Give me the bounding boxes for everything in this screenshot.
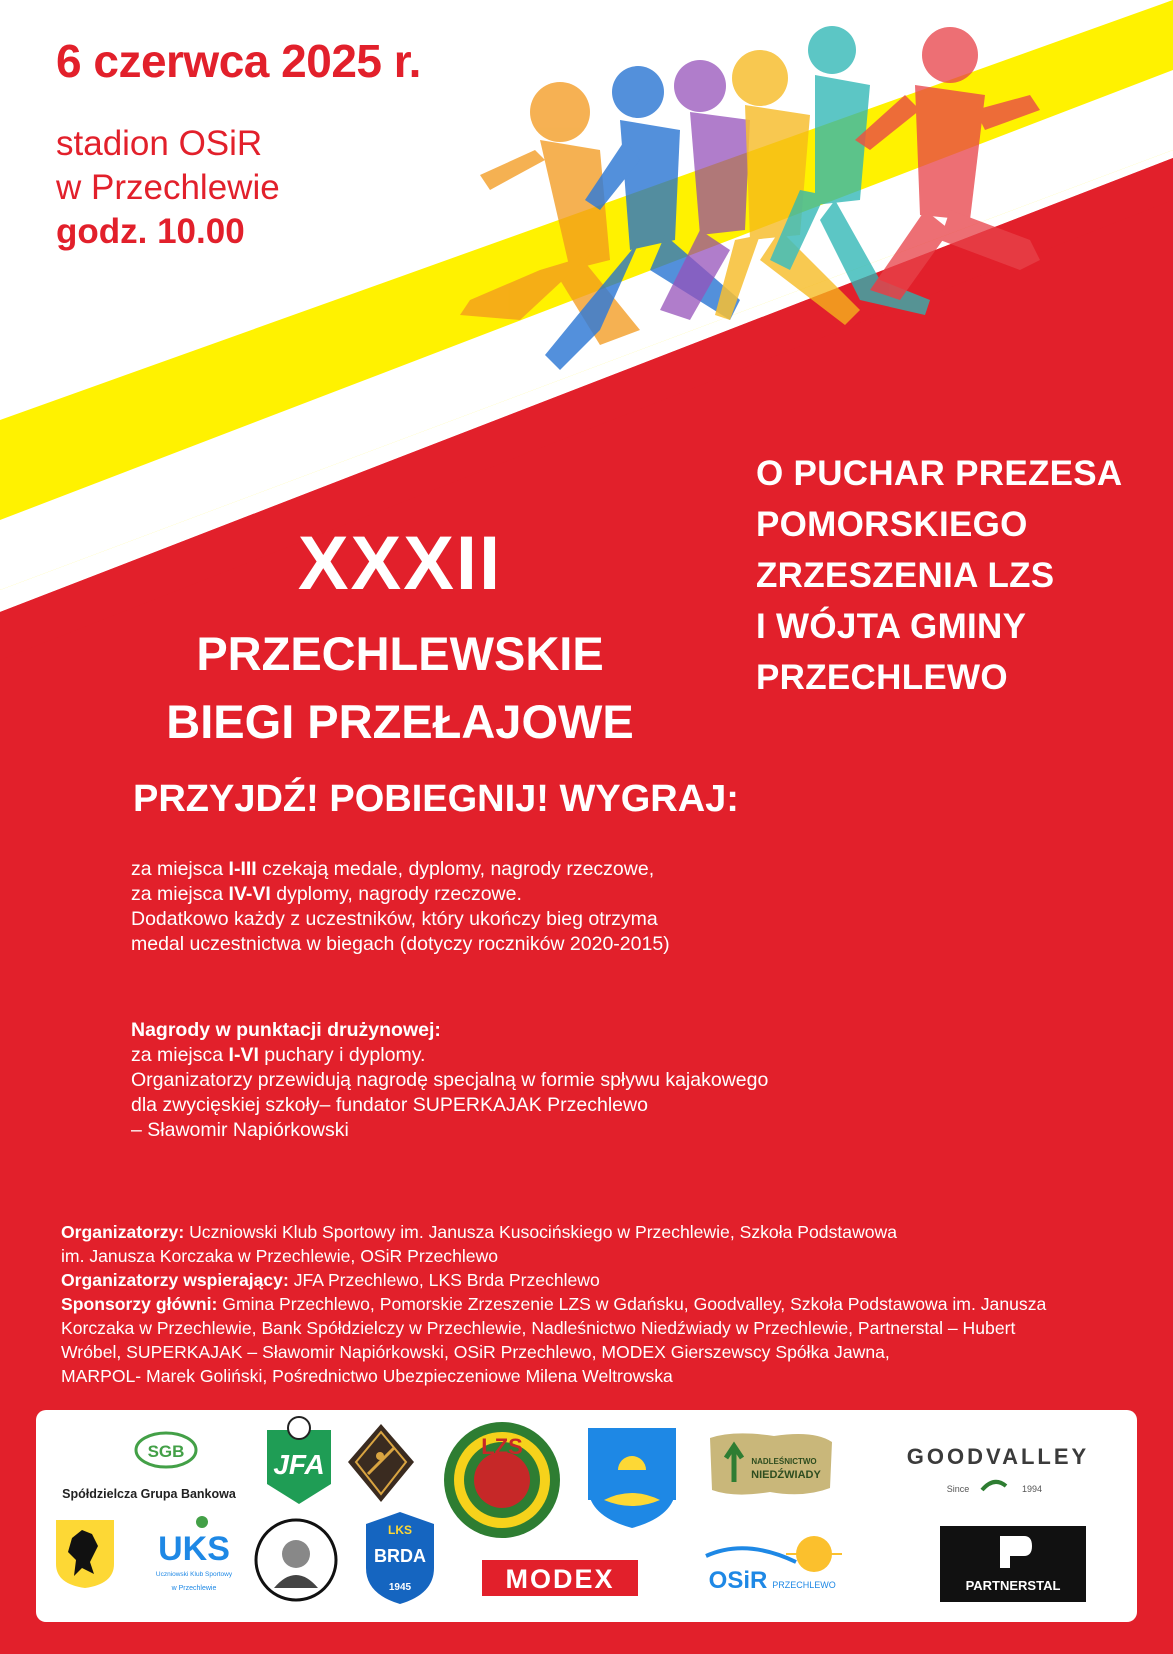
organizers-line-2: im. Janusza Korczaka w Przechlewie, OSiR Przechlewo (61, 1246, 499, 1266)
event-venue (56, 122, 280, 254)
sponsors-text-1: Gmina Przechlewo, Pomorskie Zrzeszenie LZS w Gdańsku, Goodvalley, Szkoła Podstawowa im. Janusza (217, 1294, 1047, 1314)
brda-year: 1945 (388, 1582, 412, 1593)
goodvalley-text: GOODVALLEY (906, 1444, 1090, 1469)
goodvalley-logo (898, 1440, 1098, 1510)
niedzwiady-logo (704, 1428, 838, 1500)
prizes-line-2 (131, 882, 670, 907)
przechlewo-coat-of-arms (584, 1424, 680, 1532)
event-date: 6 czerwca 2025 r. (56, 35, 421, 87)
slogan: PRZYJDŹ! POBIEGNIJ! WYGRAJ: (133, 778, 739, 820)
jfa-text: JFA (273, 1449, 325, 1480)
sgb-name: Spółdzielcza Grupa Bankowa (62, 1487, 236, 1501)
team-line-1 (131, 1043, 768, 1068)
uks-sub-2: w Przechlewie (171, 1585, 217, 1592)
lks-brda-logo (362, 1510, 438, 1606)
sponsors-line-3: Wróbel, SUPERKAJAK – Sławomir Napiórkowski, OSiR Przechlewo, MODEX Gierszewscy Spółka Jawna, (61, 1342, 890, 1362)
osir-sub: PRZECHLEWO (772, 1580, 836, 1590)
sgb-logo (54, 1430, 244, 1520)
team-heading-text: Nagrody w punktacji drużynowej: (131, 1019, 441, 1041)
prizes-l1-bold: I-III (228, 858, 257, 880)
prizes-l1-post: czekają medale, dyplomy, nagrody rzeczowe, (256, 858, 655, 880)
sponsors-line-2: Korczaka w Przechlewie, Bank Spółdzielczy w Przechlewie, Nadleśnictwo Niedźwiady w Przechlewie, Partnerstal – Hubert (61, 1318, 1016, 1338)
organizers-line-1 (61, 1220, 1131, 1244)
niedzwiady-line-1: NADLEŚNICTWO (751, 1457, 817, 1466)
uks-sub-1: Uczniowski Klub Sportowy (155, 1571, 233, 1578)
sponsor-logos-panel (36, 1410, 1137, 1622)
cup-heading (756, 448, 1166, 703)
team-l1-bold: I-VI (228, 1044, 259, 1066)
pomorskie-griffin-logo (54, 1518, 116, 1590)
uks-text: UKS (158, 1530, 230, 1568)
uks-logo (146, 1510, 242, 1600)
brda-mid: BRDA (374, 1546, 426, 1566)
osir-logo (686, 1524, 846, 1608)
lzs-text: LZS (481, 1434, 523, 1459)
team-line-2: Organizatorzy przewidują nagrodę specjalną w formie spływu kajakowego (131, 1069, 769, 1091)
jfa-logo (262, 1414, 336, 1506)
edition-number: XXXII (297, 521, 503, 606)
venue-line-2: w Przechlewie (56, 168, 280, 207)
team-line-3: dla zwycięskiej szkoły– fundator SUPERKAJAK Przechlewo (131, 1094, 648, 1116)
prizes-l2-bold: IV-VI (228, 883, 271, 905)
support-line (61, 1268, 1131, 1292)
modex-text: MODEX (505, 1564, 615, 1594)
sponsors-line-1 (61, 1292, 1131, 1316)
organizers-text-1: Uczniowski Klub Sportowy im. Janusza Kusocińskiego w Przechlewie, Szkoła Podstawowa (184, 1222, 898, 1242)
prizes-l1-pre: za miejsca (131, 858, 229, 880)
team-prizes-text (131, 1018, 768, 1143)
lzs-logo (442, 1418, 562, 1542)
prizes-line-4: medal uczestnictwa w biegach (dotyczy roczników 2020-2015) (131, 933, 670, 955)
title-line-2: BIEGI PRZEŁAJOWE (166, 695, 634, 748)
school-badge-logo (254, 1518, 338, 1602)
brda-top: LKS (388, 1523, 412, 1537)
cup-line-5: PRZECHLEWO (756, 658, 1008, 697)
event-title (0, 620, 800, 756)
superkajak-logo (346, 1422, 416, 1504)
sponsors-line-4: MARPOL- Marek Goliński, Pośrednictwo Ubezpieczeniowe Milena Weltrowska (61, 1366, 673, 1386)
prizes-line-3: Dodatkowo każdy z uczestników, który ukończy bieg otrzyma (131, 908, 658, 930)
organizers-text (61, 1220, 1131, 1388)
cup-line-3: ZRZESZENIA LZS (756, 556, 1055, 595)
support-label: Organizatorzy wspierający: (61, 1270, 289, 1290)
prizes-text (131, 857, 670, 957)
support-text: JFA Przechlewo, LKS Brda Przechlewo (288, 1270, 600, 1290)
cup-line-1: O PUCHAR PREZESA (756, 454, 1123, 493)
prizes-l2-post: dyplomy, nagrody rzeczowe. (270, 883, 522, 905)
prizes-line-1 (131, 857, 670, 882)
goodvalley-since: Since (946, 1484, 970, 1494)
partnerstal-text: PARTNERSTAL (965, 1578, 1061, 1593)
team-l1-post: puchary i dyplomy. (258, 1044, 426, 1066)
organizers-label: Organizatorzy: (61, 1222, 185, 1242)
osir-text: OSiR (708, 1567, 768, 1594)
goodvalley-year: 1994 (1021, 1484, 1043, 1494)
team-heading (131, 1018, 768, 1043)
venue-line-1: stadion OSiR (56, 124, 263, 163)
partnerstal-logo (940, 1526, 1086, 1602)
modex-logo (482, 1560, 638, 1596)
sgb-mark: SGB (147, 1442, 185, 1461)
event-time: godz. 10.00 (56, 212, 245, 251)
team-l1-pre: za miejsca (131, 1044, 229, 1066)
cup-line-2: POMORSKIEGO (756, 505, 1028, 544)
prizes-l2-pre: za miejsca (131, 883, 229, 905)
niedzwiady-line-2: NIEDŹWIADY (751, 1469, 821, 1481)
team-line-4: – Sławomir Napiórkowski (131, 1119, 349, 1141)
title-line-1: PRZECHLEWSKIE (196, 627, 604, 680)
sponsors-label: Sponsorzy główni: (61, 1294, 218, 1314)
cup-line-4: I WÓJTA GMINY (756, 607, 1027, 646)
